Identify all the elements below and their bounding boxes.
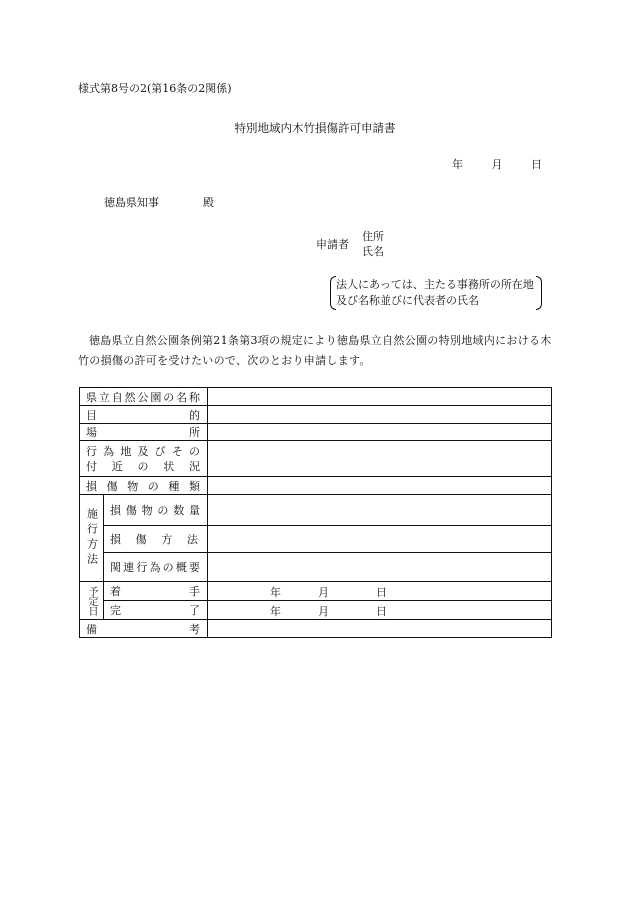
completion-year: 年 [270, 605, 281, 618]
start-year: 年 [270, 586, 281, 599]
value-related-summary[interactable] [208, 553, 552, 582]
value-site-condition[interactable] [208, 441, 552, 477]
date-year: 年 [452, 158, 463, 171]
completion-day: 日 [376, 605, 387, 618]
label-related-summary: 関連行為の概要 [104, 553, 208, 582]
corporate-note-text: 法人にあっては、主たる事務所の所在地及び名称並びに代表者の氏名 [336, 278, 534, 307]
label-method-group: 施行方法 [80, 495, 104, 582]
date-day: 日 [531, 158, 542, 171]
value-remarks[interactable] [208, 620, 552, 638]
value-park-name[interactable] [208, 388, 552, 406]
label-damage-quantity: 損傷物の数量 [104, 495, 208, 526]
value-purpose[interactable] [208, 406, 552, 424]
label-purpose: 目的 [80, 406, 208, 424]
document-title: 特別地域内木竹損傷許可申請書 [234, 121, 396, 135]
value-location[interactable] [208, 424, 552, 441]
row-start-date [80, 582, 552, 601]
row-damage-quantity [80, 495, 552, 526]
label-site-line2: 付近の状況 [86, 459, 201, 473]
address-label: 住所 [362, 230, 384, 243]
value-damage-method[interactable] [208, 526, 552, 553]
corporate-note [331, 276, 541, 310]
left-bracket [330, 276, 336, 310]
label-park-name: 県立自然公園の名称 [80, 388, 208, 406]
start-month: 月 [318, 586, 329, 599]
start-day: 日 [376, 586, 387, 599]
row-purpose [80, 406, 552, 424]
applicant-label: 申請者 [316, 238, 349, 251]
applicant-fields [362, 229, 384, 259]
date-line [452, 156, 542, 172]
label-damage-method: 損傷方法 [104, 526, 208, 553]
row-park-name [80, 388, 552, 406]
label-completion: 完了 [104, 601, 208, 620]
form-number: 様式第8号の2(第16条の2関係) [78, 82, 232, 95]
application-table [79, 387, 552, 638]
row-site-condition [80, 441, 552, 477]
value-damage-quantity[interactable] [208, 495, 552, 526]
row-related-summary [80, 553, 552, 582]
label-start: 着手 [104, 582, 208, 601]
date-month: 月 [491, 158, 503, 171]
label-site-line1: 行為地及びその [86, 444, 201, 458]
row-damage-type [80, 477, 552, 495]
row-completion-date [80, 601, 552, 620]
label-location: 場所 [80, 424, 208, 441]
addressee: 徳島県知事 殿 [104, 196, 214, 209]
value-completion-date[interactable] [208, 601, 552, 620]
label-site-condition [80, 441, 208, 477]
intro-paragraph: 徳島県立自然公園条例第21条第3項の規定により徳島県立自然公園の特別地域内における木竹の損傷の許可を受けたいので、次のとおり申請します。 [78, 334, 552, 367]
label-schedule-group: 予定日 [80, 582, 104, 620]
right-bracket [536, 276, 542, 310]
label-remarks: 備考 [80, 620, 208, 638]
row-damage-method [80, 526, 552, 553]
value-damage-type[interactable] [208, 477, 552, 495]
completion-month: 月 [318, 605, 329, 618]
value-start-date[interactable] [208, 582, 552, 601]
row-location [80, 424, 552, 441]
name-label: 氏名 [362, 245, 384, 258]
row-remarks [80, 620, 552, 638]
label-damage-type: 損傷物の種類 [80, 477, 208, 495]
